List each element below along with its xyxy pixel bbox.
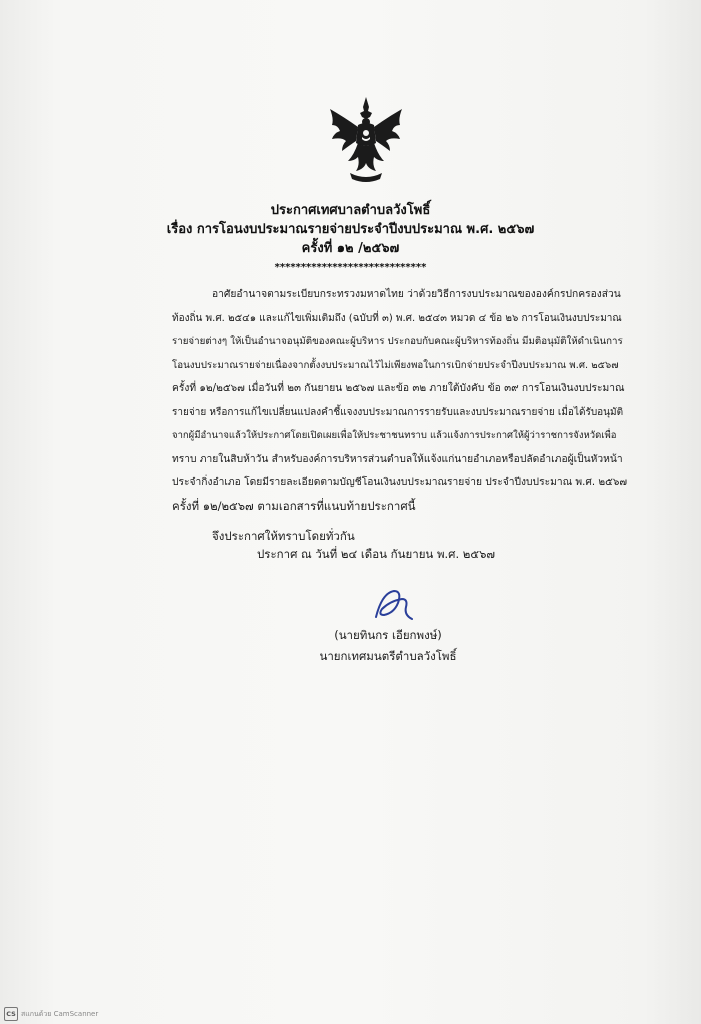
body-line: อาศัยอำนาจตามระเบียบกระทรวงมหาดไทย ว่าด้วยวิธีการงบประมาณขององค์กรปกครองส่วน xyxy=(212,288,621,300)
announce-date: ประกาศ ณ วันที่ ๒๔ เดือน กันยายน พ.ศ. ๒๕๖๗ xyxy=(257,547,496,561)
signer-title: นายกเทศมนตรีตำบลวังโพธิ์ xyxy=(319,649,457,663)
announcement-number: ครั้งที่ ๑๒ /๒๕๖๗ xyxy=(301,241,400,256)
body-line: รายจ่าย หรือการแก้ไขเปลี่ยนแปลงคำชี้แจงงบประมาณการรายรับและงบประมาณรายจ่าย เมื่อได้รับอนุมัติ xyxy=(172,406,624,418)
body-line: ท้องถิ่น พ.ศ. ๒๕๔๑ และแก้ไขเพิ่มเติมถึง (ฉบับที่ ๓) พ.ศ. ๒๕๔๓ หมวด ๔ ข้อ ๒๖ การโอนเงินงบประมาณ xyxy=(172,312,622,324)
body-line: รายจ่ายต่างๆ ให้เป็นอำนาจอนุมัติของคณะผู้บริหาร ประกอบกับคณะผู้บริหารท้องถิ่น มีมติอนุมัติให้ดำเนินการ xyxy=(172,336,623,347)
body-line: ครั้งที่ ๑๒/๒๕๖๗ ตามเอกสารที่แนบท้ายประกาศนี้ xyxy=(172,498,416,513)
announcement-body xyxy=(172,283,627,518)
scanner-watermark xyxy=(4,1007,98,1021)
separator: ***************************** xyxy=(274,262,427,273)
body-line: จากผู้มีอำนาจแล้วให้ประกาศโดยเปิดเผยเพื่อให้ประชาชนทราบ แล้วแจ้งการประกาศให้ผู้ว่าราชการจังหวัดเพื่อ xyxy=(172,430,617,441)
camscanner-logo-icon: CS xyxy=(4,1007,18,1021)
body-line: โอนงบประมาณรายจ่ายเนื่องจากตั้งงบประมาณไว้ไม่เพียงพอในการเบิกจ่ายประจำปีงบประมาณ พ.ศ. ๒๕๖๗ xyxy=(172,359,619,371)
notice-text: จึงประกาศให้ทราบโดยทั่วกัน xyxy=(212,529,355,543)
subject-line: เรื่อง การโอนงบประมาณรายจ่ายประจำปีงบประมาณ พ.ศ. ๒๕๖๗ xyxy=(166,222,535,237)
body-line: ทราบ ภายในสิบห้าวัน สำหรับองค์การบริหารส่วนตำบลให้แจ้งแก่นายอำเภอหรือปลัดอำเภอผู้เป็นหัวหน้า xyxy=(172,452,623,465)
body-line: ประจำกิ่งอำเภอ โดยมีรายละเอียดตามบัญชีโอนเงินงบประมาณรายจ่าย ประจำปีงบประมาณ พ.ศ. ๒๕๖๗ xyxy=(172,476,627,488)
signature-image xyxy=(368,585,418,625)
organization-title: ประกาศเทศบาลตำบลวังโพธิ์ xyxy=(270,203,431,218)
signer-name: (นายทินกร เอียกพงษ์) xyxy=(334,628,442,642)
scanner-text: สแกนด้วย CamScanner xyxy=(21,1009,99,1018)
body-line: ครั้งที่ ๑๒/๒๕๖๗ เมื่อวันที่ ๒๓ กันยายน ๒๕๖๗ และข้อ ๓๒ ภายใต้บังคับ ข้อ ๓๙ การโอนเงินงบประมาณ xyxy=(172,382,625,394)
garuda-emblem-icon xyxy=(324,95,408,185)
